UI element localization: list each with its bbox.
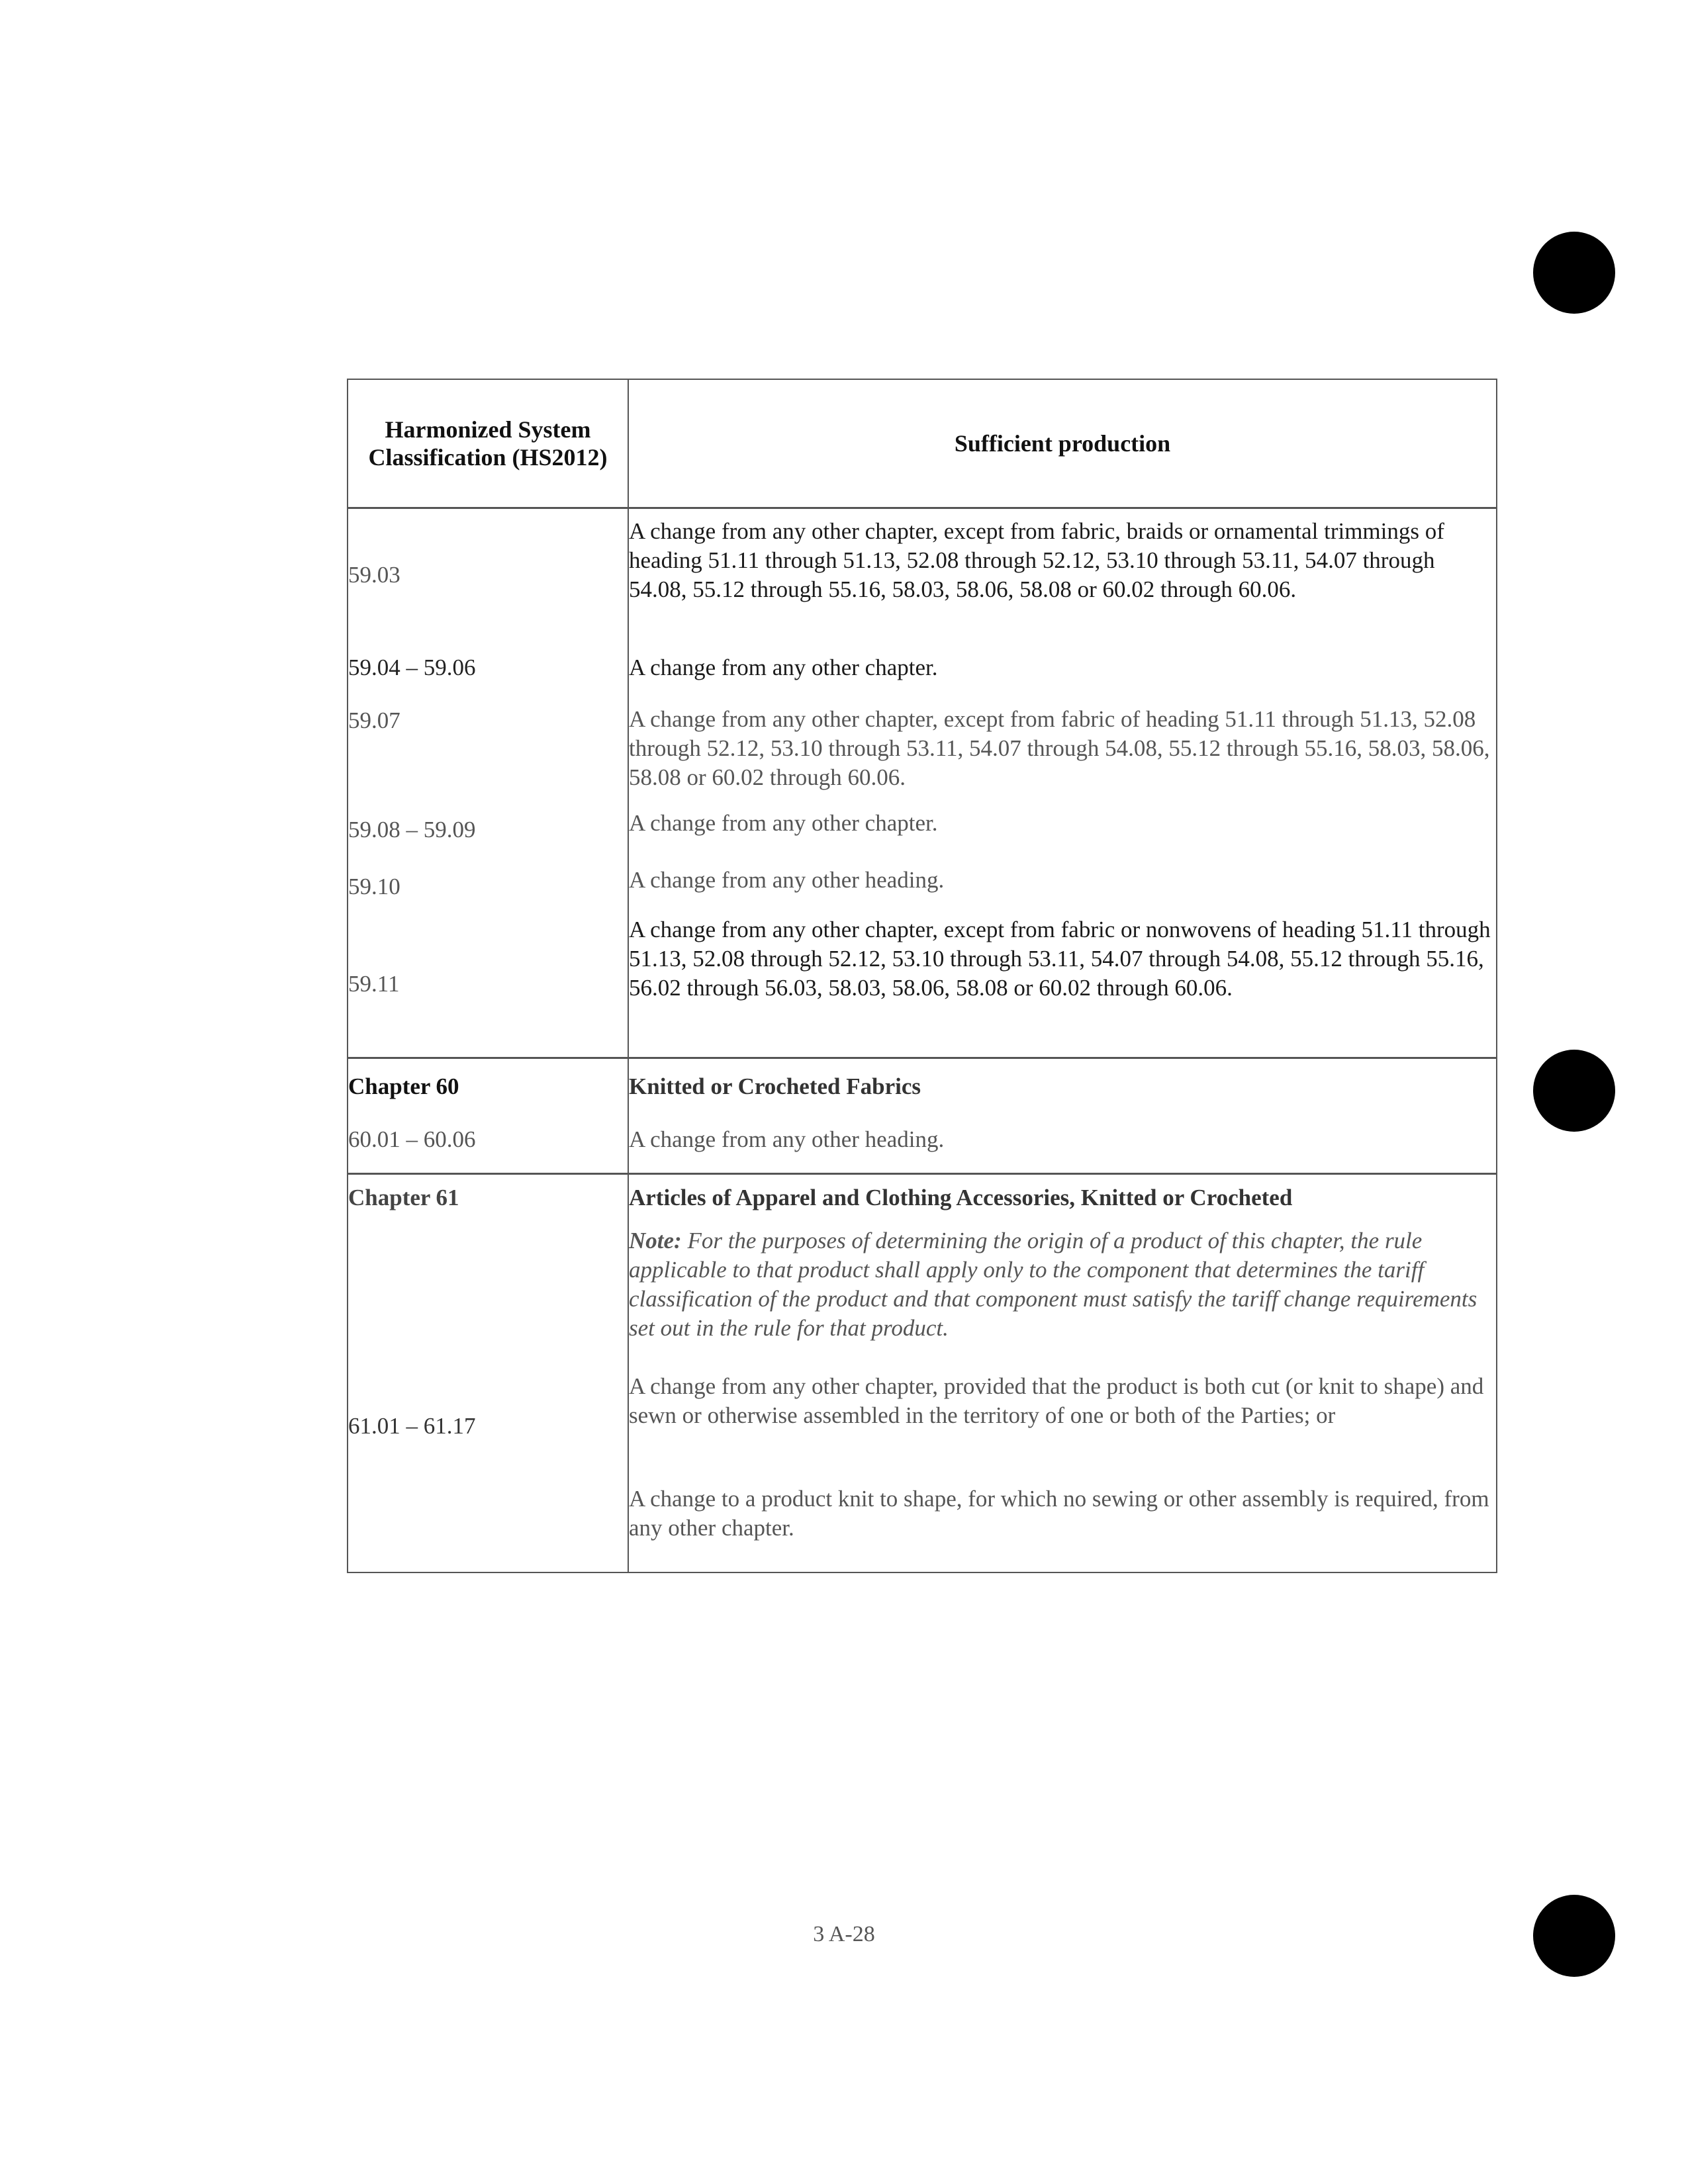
chapter-61-title: Articles of Apparel and Clothing Accessories, Knitted or Crocheted xyxy=(629,1185,1293,1210)
chapter-61-note xyxy=(629,1221,1496,1365)
header-sufficient-production: Sufficient production xyxy=(628,379,1497,508)
table-row-code: 59.11 xyxy=(348,971,400,997)
table-row-code: 61.01 – 61.17 xyxy=(348,1413,476,1439)
table-row-text: A change from any other heading. xyxy=(629,1126,945,1152)
chapter-61-section xyxy=(348,1174,1497,1573)
table-row-text: A change from any other heading. xyxy=(629,867,945,893)
header-hs-classification: Harmonized System Classification (HS2012) xyxy=(348,379,628,508)
table-row-text: A change to a product knit to shape, for which no sewing or other assembly is required, from any other chapter. xyxy=(629,1486,1489,1541)
chapter-60-section xyxy=(348,1058,1497,1174)
table-row-text: A change from any other chapter, except from fabric or nonwovens of heading 51.11 through 51.13, 52.08 through 52.12, 53.10 through 53.11, 54.07 through 54.08, 55.12 through 55.16, 56.02 through 56.03, 58.03, 58.06, 58.08 or 60.02 through 60.06. xyxy=(629,917,1491,1001)
table-header-row xyxy=(348,379,1497,508)
table-row-text: A change from any other chapter, except from fabric, braids or ornamental trimmings of heading 51.11 through 51.13, 52.08 through 52.12, 53.10 through 53.11, 54.07 through 54.08, 55.12 through 55.16, 58.03, 58.06, 58.08 or 60.02 through 60.06. xyxy=(629,518,1444,602)
table-row-text: A change from any other chapter, except from fabric of heading 51.11 through 51.13, 52.08 through 52.12, 53.10 through 53.11, 54.07 through 54.08, 55.12 through 55.16, 58.03, 58.06, 58.08 or 60.02 through 60.06. xyxy=(629,706,1490,790)
table-row-code: 59.08 – 59.09 xyxy=(348,817,476,842)
table-row-text: A change from any other chapter. xyxy=(629,810,938,836)
table-row-code: 59.07 xyxy=(348,707,400,733)
table-row-code: 59.03 xyxy=(348,562,400,588)
note-label: Note: xyxy=(629,1228,682,1253)
note-text: For the purposes of determining the origin of a product of this chapter, the rule applicable to that product shall apply only to the component that determines the tariff classification of the product and that component must satisfy the tariff change requirements set out in the rule for that product. xyxy=(629,1228,1477,1341)
table-row-code: 60.01 – 60.06 xyxy=(348,1126,476,1152)
punch-hole-middle xyxy=(1533,1050,1615,1132)
chapter-60-title: Knitted or Crocheted Fabrics xyxy=(629,1073,921,1099)
table-row-code: 59.10 xyxy=(348,874,400,899)
page-number: 3 A-28 xyxy=(813,1922,875,1946)
chapter-61-label: Chapter 61 xyxy=(348,1185,459,1210)
table-row-text: A change from any other chapter, provided that the product is both cut (or knit to shape) and sewn or otherwise assembled in the territory of one or both of the Parties; or xyxy=(629,1373,1484,1428)
rules-of-origin-table xyxy=(347,379,1497,1573)
table-row-code: 59.04 – 59.06 xyxy=(348,655,476,680)
chapter-60-label: Chapter 60 xyxy=(348,1073,459,1099)
table-row-text: A change from any other chapter. xyxy=(629,655,938,680)
punch-hole-top xyxy=(1533,232,1615,314)
chapter-59-section xyxy=(348,508,1497,1058)
